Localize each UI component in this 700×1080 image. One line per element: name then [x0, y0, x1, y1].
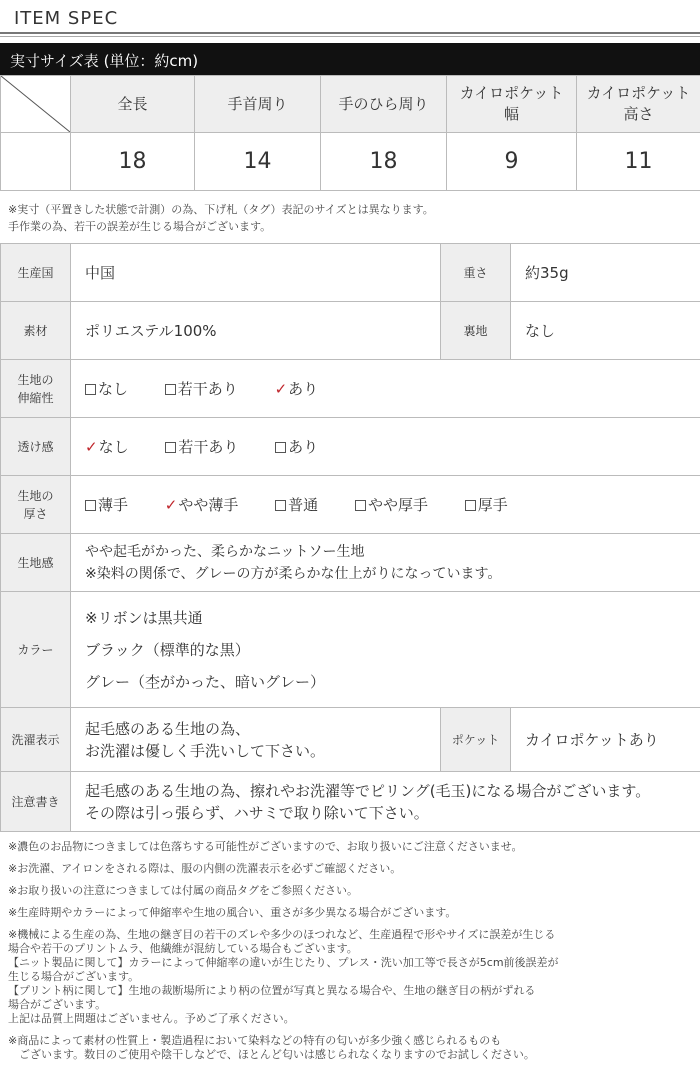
stretch-option: 若干あり	[165, 378, 238, 399]
section-title: ITEM SPEC	[14, 8, 119, 29]
size-header-row	[1, 76, 700, 133]
diagonal-line	[1, 76, 70, 132]
checkmark-icon: ✓	[85, 438, 98, 456]
sheer-option: あり	[275, 436, 318, 457]
checkbox-icon	[85, 384, 96, 395]
wash-value: 起毛感のある生地の為、 お洗濯は優しく手洗いして下さい。	[71, 708, 441, 772]
size-value: 14	[195, 133, 321, 191]
size-value-row	[1, 133, 700, 191]
size-value: 18	[71, 133, 195, 191]
spec-row-wash	[1, 708, 700, 772]
note-line: ※お取り扱いの注意につきましては付属の商品タグをご参照ください。	[8, 884, 358, 897]
thickness-label: 生地の 厚さ	[1, 476, 71, 534]
stretch-label: 生地の 伸縮性	[1, 360, 71, 418]
size-row-label	[1, 133, 71, 191]
header-divider-thin	[0, 36, 700, 37]
size-value: 11	[577, 133, 700, 191]
spec-row-material	[1, 302, 700, 360]
size-col-header: カイロポケット 幅	[447, 76, 577, 133]
note-line: ※お洗濯、アイロンをされる際は、服の内側の洗濯表示を必ずご確認ください。	[8, 862, 402, 875]
note-line: ※生産時期やカラーによって伸縮率や生地の風合い、重さが多少異なる場合がございます。	[8, 906, 457, 919]
sheer-options	[71, 418, 700, 476]
corner-cell	[1, 76, 71, 133]
note-line: ※濃色のお品物につきましては色落ちする可能性がございますので、お取り扱いにご注意くださいませ。	[8, 840, 523, 853]
note-block: ※機械による生産の為、生地の継ぎ目の若干のズレや多少のほつれなど、生産過程で形やサイズに誤差が生じる 場合や若干のプリントムラ、他繊維が混紡している場合もございます。 【ニット製品に関して】カラーによって伸縮率の違いが生じたり、プレス・洗い加工等で長さが5cm前後誤差が 生じる場合がございます。 【プリント柄に関して】生地の裁断場所により柄の位置が写真と異なる場合や、生地の継ぎ目の柄がずれる 場合がございます。 上記は品質上問題はございません。予めご了承ください。	[8, 928, 559, 1025]
checkbox-icon	[275, 442, 286, 453]
thickness-option: 普通	[275, 494, 318, 515]
checkbox-icon	[465, 500, 476, 511]
sheer-option-checked: ✓なし	[85, 438, 129, 456]
checkbox-icon	[275, 500, 286, 511]
wash-label: 洗濯表示	[1, 708, 71, 772]
checkbox-icon	[165, 442, 176, 453]
notes-section	[8, 840, 698, 1062]
color-value: ※リボンは黒共通 ブラック（標準的な黒） グレー（杢がかった、暗いグレー）	[71, 592, 700, 708]
size-col-header: カイロポケット 高さ	[577, 76, 700, 133]
spec-row-origin	[1, 244, 700, 302]
size-table-caption: 実寸サイズ表 (単位：約cm)	[0, 43, 700, 75]
checkmark-icon: ✓	[274, 380, 288, 398]
note-block-last: ※商品によって素材の性質上・製造過程において染料などの特有の匂いが多少強く感じられるものも ございます。数日のご使用や陰干しなどで、ほとんど匂いは感じられなくなりますのでお試しください。	[8, 1034, 535, 1061]
size-col-header: 手首周り	[195, 76, 321, 133]
origin-label: 生産国	[1, 244, 71, 302]
spec-table	[0, 243, 700, 832]
lining-value: なし	[511, 302, 700, 360]
pocket-value: カイロポケットあり	[511, 708, 700, 772]
color-label: カラー	[1, 592, 71, 708]
texture-label: 生地感	[1, 534, 71, 592]
stretch-options	[71, 360, 700, 418]
sheer-option: 若干あり	[165, 436, 238, 457]
spec-row-color	[1, 592, 700, 708]
thickness-options	[71, 476, 700, 534]
origin-value: 中国	[71, 244, 441, 302]
weight-value: 約35g	[511, 244, 700, 302]
spec-row-caution	[1, 772, 700, 832]
thickness-option: やや厚手	[355, 494, 428, 515]
stretch-option: なし	[85, 378, 128, 399]
spec-row-thickness	[1, 476, 700, 534]
section-header	[0, 0, 700, 40]
texture-value: やや起毛がかった、柔らかなニットソー生地 ※染料の関係で、グレーの方が柔らかな仕上がりになっています。	[71, 534, 700, 592]
pocket-label: ポケット	[441, 708, 511, 772]
checkbox-icon	[355, 500, 366, 511]
thickness-option-checked: ✓やや薄手	[164, 496, 239, 514]
material-value: ポリエステル100%	[71, 302, 441, 360]
size-table	[0, 75, 700, 191]
lining-label: 裏地	[441, 302, 511, 360]
size-note: ※実寸（平置きした状態で計測）の為、下げ札（タグ）表記のサイズとは異なります。 手作業の為、若干の誤差が生じる場合がございます。	[8, 203, 434, 233]
caution-value: 起毛感のある生地の為、擦れやお洗濯等でピリング(毛玉)になる場合がございます。 その際は引っ張らず、ハサミで取り除いて下さい。	[71, 772, 700, 832]
material-label: 素材	[1, 302, 71, 360]
checkmark-icon: ✓	[164, 496, 178, 514]
thickness-option: 薄手	[85, 494, 128, 515]
stretch-option-checked: ✓あり	[274, 380, 319, 398]
size-col-header: 全長	[71, 76, 195, 133]
spec-row-texture	[1, 534, 700, 592]
spec-row-stretch	[1, 360, 700, 418]
spec-row-sheer	[1, 418, 700, 476]
size-col-header: 手のひら周り	[321, 76, 447, 133]
checkbox-icon	[165, 384, 176, 395]
header-divider	[0, 32, 700, 34]
weight-label: 重さ	[441, 244, 511, 302]
sheer-label: 透け感	[1, 418, 71, 476]
thickness-option: 厚手	[465, 494, 508, 515]
size-value: 18	[321, 133, 447, 191]
checkbox-icon	[85, 500, 96, 511]
caution-label: 注意書き	[1, 772, 71, 832]
size-value: 9	[447, 133, 577, 191]
